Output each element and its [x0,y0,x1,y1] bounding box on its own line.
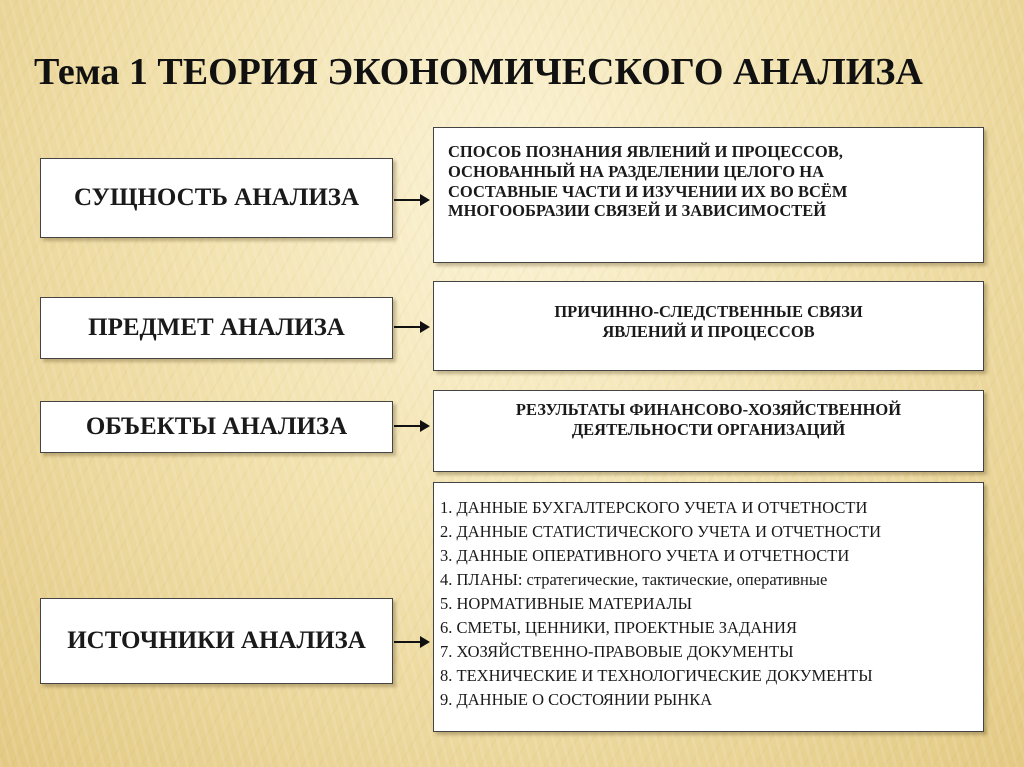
subject-description-box [433,281,984,371]
sources-arrow [394,641,428,643]
sources-list-item: 4. ПЛАНЫ: стратегические, тактические, оперативные [440,570,828,589]
objects-description-line: РЕЗУЛЬТАТЫ ФИНАНСОВО-ХОЗЯЙСТВЕННОЙ [515,400,902,419]
sources-list-item: 6. СМЕТЫ, ЦЕННИКИ, ПРОЕКТНЫЕ ЗАДАНИЯ [440,618,797,637]
subject-description-line: ЯВЛЕНИЙ И ПРОЦЕССОВ [602,321,815,341]
sources-list-item: 3. ДАННЫЕ ОПЕРАТИВНОГО УЧЕТА И ОТЧЕТНОСТИ [440,546,850,565]
essence-description-line: МНОГООБРАЗИИ СВЯЗЕЙ И ЗАВИСИМОСТЕЙ [448,201,827,221]
essence-label-box [40,158,393,238]
sources-list-item: 5. НОРМАТИВНЫЕ МАТЕРИАЛЫ [440,594,693,613]
sources-list-item: 9. ДАННЫЕ О СОСТОЯНИИ РЫНКА [440,690,713,709]
essence-description-line: СОСТАВНЫЕ ЧАСТИ И ИЗУЧЕНИИ ИХ ВО ВСЁМ [448,181,848,201]
objects-arrow [394,425,428,427]
sources-list-item: 8. ТЕХНИЧЕСКИЕ И ТЕХНОЛОГИЧЕСКИЕ ДОКУМЕНТЫ [440,666,873,685]
slide-title: Тема 1 ТЕОРИЯ ЭКОНОМИЧЕСКОГО АНАЛИЗА [34,51,923,93]
essence-description-line: ОСНОВАННЫЙ НА РАЗДЕЛЕНИИ ЦЕЛОГО НА [448,161,824,181]
subject-label-box [40,297,393,359]
sources-list-item: 7. ХОЗЯЙСТВЕННО-ПРАВОВЫЕ ДОКУМЕНТЫ [440,642,794,661]
essence-description-line: СПОСОБ ПОЗНАНИЯ ЯВЛЕНИЙ И ПРОЦЕССОВ, [448,142,843,161]
sources-list-item: 2. ДАННЫЕ СТАТИСТИЧЕСКОГО УЧЕТА И ОТЧЕТНОСТИ [440,522,882,541]
sources-label: ИСТОЧНИКИ АНАЛИЗА [67,627,366,654]
sources-label-box [40,598,393,684]
essence-arrow [394,199,428,201]
objects-description-line: ДЕЯТЕЛЬНОСТИ ОРГАНИЗАЦИЙ [571,419,846,439]
subject-arrow [394,326,428,328]
essence-label: СУЩНОСТЬ АНАЛИЗА [73,184,360,211]
objects-label: ОБЪЕКТЫ АНАЛИЗА [85,413,348,440]
objects-description-box [433,390,984,472]
sources-list-box [433,482,984,732]
subject-label: ПРЕДМЕТ АНАЛИЗА [88,314,345,341]
objects-label-box [40,401,393,453]
subject-description-line: ПРИЧИННО-СЛЕДСТВЕННЫЕ СВЯЗИ [554,302,863,321]
essence-description-box [433,127,984,263]
sources-list [434,483,983,712]
sources-list-item: 1. ДАННЫЕ БУХГАЛТЕРСКОГО УЧЕТА И ОТЧЕТНОСТИ [440,498,868,517]
